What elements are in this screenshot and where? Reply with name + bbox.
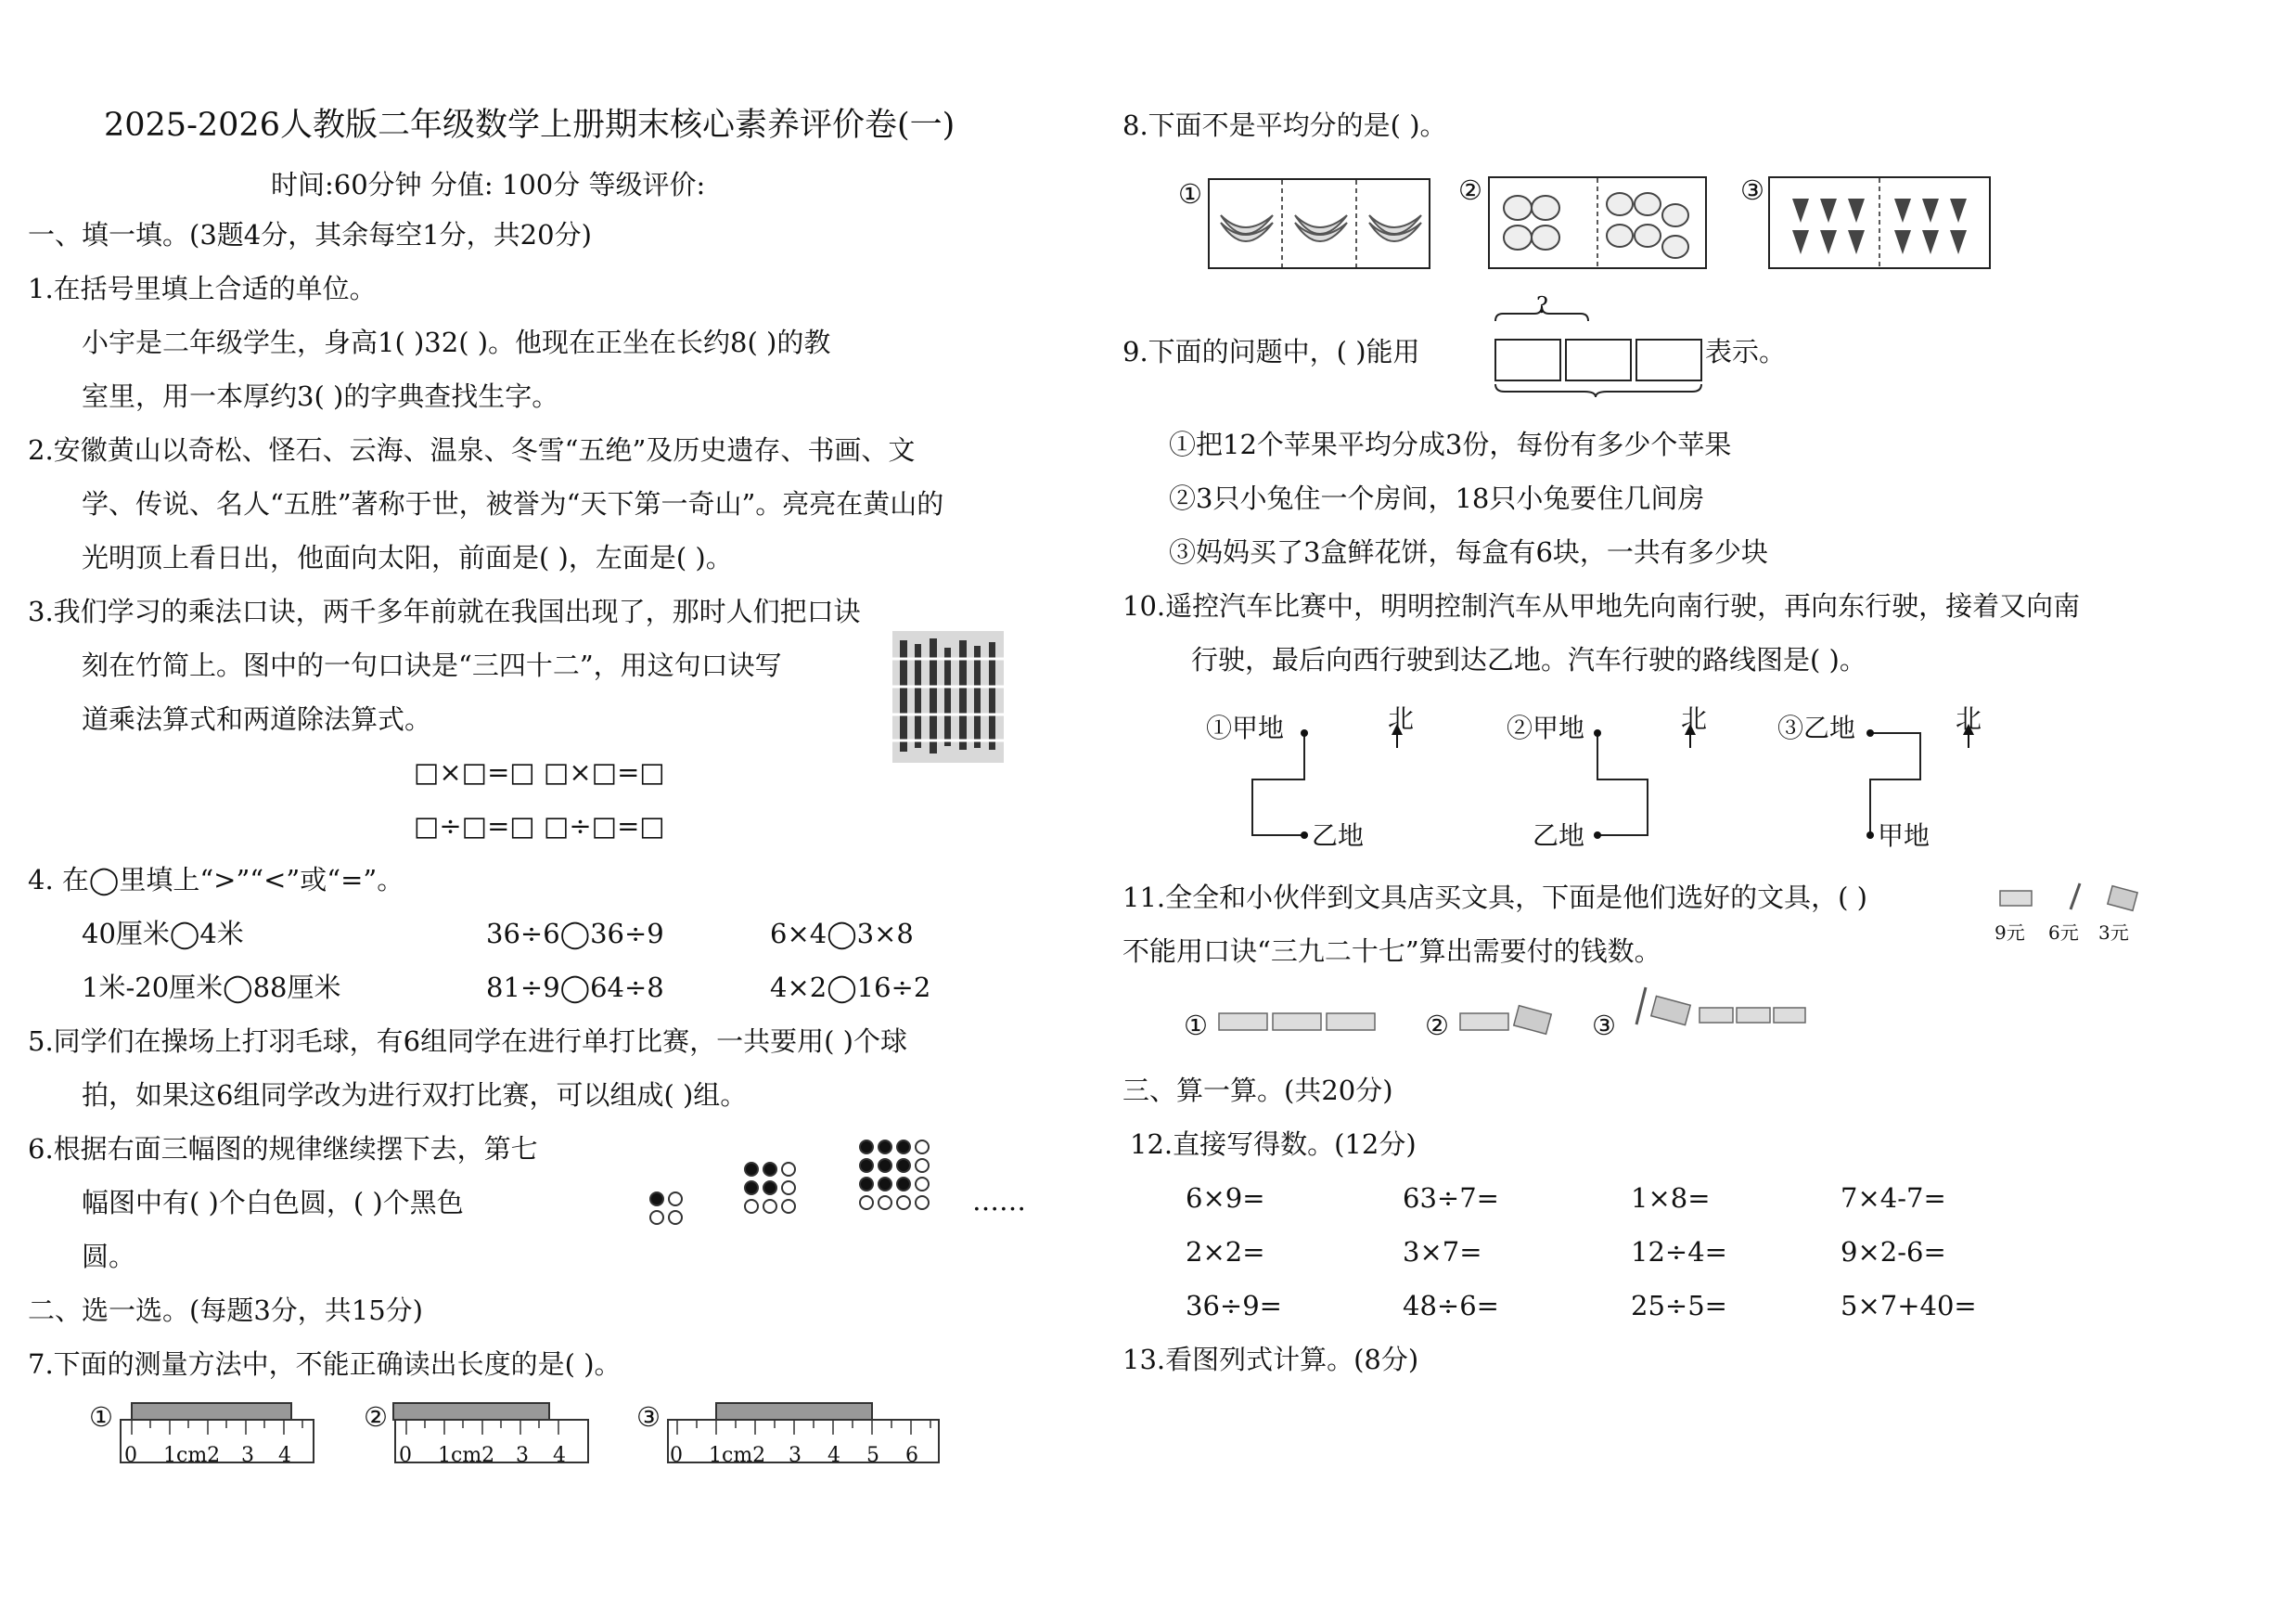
q4-item[interactable]: 4×2◯16÷2	[770, 972, 931, 1003]
q6-line3: 圆。	[82, 1241, 136, 1272]
q12-item[interactable]: 48÷6=	[1403, 1290, 1499, 1321]
q6-ellipsis: ……	[972, 1185, 1026, 1217]
q8-line1: 8.下面不是平均分的是( )。	[1122, 109, 1447, 141]
q10-route-2-end: 乙地	[1533, 820, 1585, 851]
q11-option-2-label[interactable]: ②	[1425, 1010, 1449, 1041]
q9-option-1[interactable]: ①把12个苹果平均分成3份，每份有多少个苹果	[1169, 429, 1732, 460]
q10-route-3-start[interactable]: ③乙地	[1777, 713, 1856, 743]
q6-line1: 6.根据右面三幅图的规律继续摆下去，第七	[28, 1133, 538, 1165]
q7-line1: 7.下面的测量方法中，不能正确读出长度的是( )。	[28, 1348, 622, 1380]
q3-line1: 3.我们学习的乘法口诀，两千多年前就在我国出现了，那时人们把口诀	[28, 596, 861, 627]
q10-line2: 行驶，最后向西行驶到达乙地。汽车行驶的路线图是( )。	[1191, 644, 1866, 676]
ruler-2-tick: 3	[516, 1444, 529, 1467]
exam-meta: 时间:60分钟 分值: 100分 等级评价:	[271, 169, 706, 200]
q2-line2: 学、传说、名人“五胜”著称于世，被誉为“天下第一奇山”。亮亮在黄山的	[82, 488, 944, 520]
q7-option-1-label[interactable]: ①	[89, 1401, 113, 1433]
q1-line3: 室里，用一本厚约3( )的字典查找生字。	[82, 380, 559, 412]
q1-line1: 1.在括号里填上合适的单位。	[28, 273, 377, 304]
q11-option-1-label[interactable]: ①	[1184, 1010, 1208, 1041]
q5-line2: 拍，如果这6组同学改为进行双打比赛，可以组成( )组。	[82, 1079, 748, 1111]
q8-option-2-label[interactable]: ②	[1458, 174, 1482, 206]
q11-option-2-items	[1456, 998, 1558, 1036]
ruler-3-tick: 6	[905, 1444, 918, 1467]
q12-item[interactable]: 12÷4=	[1631, 1236, 1727, 1268]
dot-pattern-figures	[648, 1140, 944, 1232]
q8-peaches-figure	[1488, 176, 1707, 271]
q10-route-1-end: 乙地	[1312, 820, 1365, 851]
q12-item[interactable]: 1×8=	[1631, 1182, 1711, 1214]
q11-price-eraser: 3元	[2098, 921, 2129, 944]
q11-price-folder: 9元	[1995, 921, 2025, 944]
q3-line3: 道乘法算式和两道除法算式。	[82, 703, 432, 735]
q12-item[interactable]: 5×7+40=	[1841, 1290, 1977, 1321]
q4-item[interactable]: 1米-20厘米◯88厘米	[82, 972, 341, 1003]
q5-line1: 5.同学们在操场上打羽毛球，有6组同学在进行单打比赛，一共要用( )个球	[28, 1025, 907, 1057]
q11-option-1-items	[1215, 1002, 1382, 1037]
q3-line2: 刻在竹简上。图中的一句口诀是“三四十二”，用这句口诀写	[82, 650, 782, 681]
q12-item[interactable]: 9×2-6=	[1841, 1236, 1946, 1268]
q9-bar-diagram	[1488, 293, 1707, 397]
q9-line1a: 9.下面的问题中，( )能用	[1122, 336, 1420, 367]
q12-item[interactable]: 36÷9=	[1186, 1290, 1282, 1321]
q4-line1: 4. 在◯里填上“>”“<”或“=”。	[28, 864, 404, 895]
q10-route-3-north: 北	[1956, 703, 1982, 734]
ruler-2-tick: 4	[553, 1444, 566, 1467]
q4-item[interactable]: 6×4◯3×8	[770, 918, 914, 949]
q10-route-2-north: 北	[1681, 703, 1708, 734]
q7-option-3-label[interactable]: ③	[636, 1401, 661, 1433]
q12-item[interactable]: 3×7=	[1403, 1236, 1482, 1268]
q8-option-1-label[interactable]: ①	[1178, 178, 1202, 210]
q4-item[interactable]: 81÷9◯64÷8	[486, 972, 664, 1003]
q4-item[interactable]: 36÷6◯36÷9	[486, 918, 664, 949]
ruler-2-tick: 0	[399, 1444, 412, 1467]
q4-item[interactable]: 40厘米◯4米	[82, 918, 244, 949]
q8-bananas-figure	[1208, 178, 1430, 271]
ruler-3	[666, 1403, 944, 1468]
q11-price-pencil: 6元	[2048, 921, 2079, 944]
ruler-1-tick: 4	[278, 1444, 291, 1467]
q1-line2: 小宇是二年级学生，身高1( )32( )。他现在正坐在长约8( )的教	[82, 327, 831, 358]
section-2-title: 二、选一选。(每题3分，共15分)	[28, 1295, 423, 1326]
page-title: 2025-2026人教版二年级数学上册期末核心素养评价卷(一)	[104, 107, 956, 144]
q12-item[interactable]: 25÷5=	[1631, 1290, 1727, 1321]
section-3-title: 三、算一算。(共20分)	[1122, 1075, 1393, 1106]
q9-line1b: 表示。	[1705, 336, 1787, 367]
q3-multiplication-boxes[interactable]: □×□=□ □×□=□	[414, 756, 665, 788]
ruler-1-tick: 0	[124, 1444, 137, 1467]
ruler-3-tick: 3	[789, 1444, 802, 1467]
q11-stationery-items	[1995, 882, 2145, 913]
q11-line2: 不能用口诀“三九二十七”算出需要付的钱数。	[1122, 935, 1661, 967]
q8-option-3-label[interactable]: ③	[1740, 174, 1764, 206]
q12-item[interactable]: 6×9=	[1186, 1182, 1265, 1214]
q12-item[interactable]: 7×4-7=	[1841, 1182, 1946, 1214]
q11-line1: 11.全全和小伙伴到文具店买文具，下面是他们选好的文具，( )	[1122, 882, 1867, 913]
q10-line1: 10.遥控汽车比赛中，明明控制汽车从甲地先向南行驶，再向东行驶，接着又向南	[1122, 590, 2081, 622]
ruler-3-tick: 1cm2	[709, 1444, 766, 1467]
q8-strawberries-figure	[1768, 176, 1991, 271]
ruler-3-tick: 0	[670, 1444, 683, 1467]
q6-line2: 幅图中有( )个白色圆，( )个黑色	[82, 1187, 464, 1218]
ruler-1-tick: 1cm2	[163, 1444, 221, 1467]
q10-route-1-north: 北	[1388, 703, 1415, 734]
q2-line1: 2.安徽黄山以奇松、怪石、云海、温泉、冬雪“五绝”及历史遗存、书画、文	[28, 434, 916, 466]
q2-line3: 光明顶上看日出，他面向太阳，前面是( )，左面是( )。	[82, 542, 733, 573]
q10-route-1-start[interactable]: ①甲地	[1206, 713, 1285, 743]
q3-division-boxes[interactable]: □÷□=□ □÷□=□	[414, 810, 665, 842]
q11-option-3-label[interactable]: ③	[1592, 1010, 1616, 1041]
q13-title: 13.看图列式计算。(8分)	[1122, 1344, 1419, 1375]
q7-option-2-label[interactable]: ②	[364, 1401, 388, 1433]
q12-item[interactable]: 2×2=	[1186, 1236, 1265, 1268]
bamboo-slip-image	[892, 631, 1004, 763]
q10-route-3-end: 甲地	[1878, 820, 1930, 851]
q10-route-2-start[interactable]: ②甲地	[1507, 713, 1585, 743]
q12-title: 12.直接写得数。(12分)	[1130, 1128, 1417, 1160]
ruler-3-tick: 4	[827, 1444, 840, 1467]
ruler-3-tick: 5	[866, 1444, 879, 1467]
section-1-title: 一、填一填。(3题4分，其余每空1分，共20分)	[28, 219, 592, 251]
q9-option-2[interactable]: ②3只小兔住一个房间，18只小兔要住几间房	[1169, 483, 1705, 514]
q11-option-3-items	[1623, 984, 1809, 1037]
ruler-1-tick: 3	[241, 1444, 254, 1467]
q9-option-3[interactable]: ③妈妈买了3盒鲜花饼，每盒有6块，一共有多少块	[1169, 536, 1768, 568]
q12-item[interactable]: 63÷7=	[1403, 1182, 1499, 1214]
q9-question-mark: ?	[1536, 292, 1548, 318]
ruler-2-tick: 1cm2	[438, 1444, 495, 1467]
